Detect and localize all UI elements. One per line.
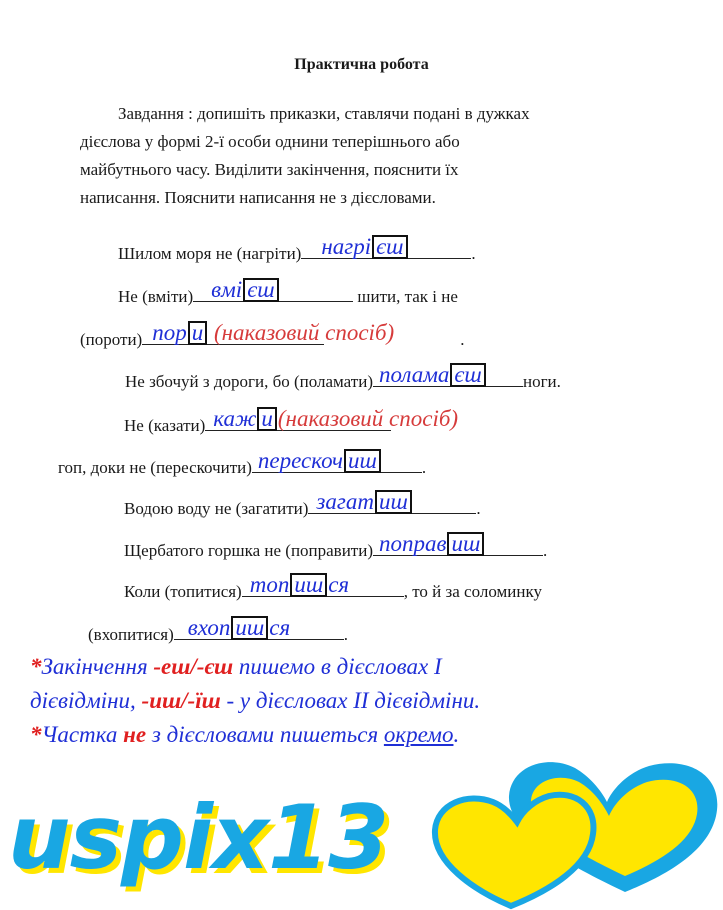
- rule-text: Закінчення: [41, 654, 154, 679]
- sentence-10: [88, 615, 349, 647]
- ending-box: єш: [243, 278, 278, 302]
- ending-box: иш: [375, 490, 412, 514]
- task-line: дієслова у формі 2-ї особи однини теперішнього або: [80, 132, 460, 151]
- ending-box: єш: [372, 235, 407, 259]
- hearts-icon: [425, 750, 723, 910]
- sentence-text: .: [421, 458, 427, 477]
- sentence-text: Не (казати): [124, 416, 206, 435]
- answer-stem: каж: [213, 406, 257, 431]
- site-logo: [8, 786, 388, 889]
- answer-blank: [308, 489, 476, 514]
- sentence-1: [118, 234, 476, 266]
- sentence-text: Щербатого горшка не (поправити): [124, 541, 373, 560]
- answer-blank: [242, 572, 404, 597]
- answer-stem: вхоп: [187, 615, 231, 640]
- answer-stem: полама: [378, 362, 450, 387]
- rule-text: .: [453, 722, 460, 747]
- rule-block: [30, 650, 480, 752]
- sentence-9: [124, 572, 542, 604]
- asterisk: *: [30, 722, 42, 747]
- sentence-text: Водою воду не (загатити): [124, 499, 309, 518]
- ending-box: иш: [344, 449, 381, 473]
- answer: [211, 277, 279, 303]
- sentence-text: .: [543, 541, 548, 560]
- answer-stem: вмі: [211, 277, 243, 302]
- underlined-word: окремо: [383, 722, 454, 747]
- sentence-2: [118, 277, 458, 309]
- rule-line: [30, 718, 480, 752]
- sentence-text: .: [343, 625, 349, 644]
- answer-blank: [373, 362, 523, 387]
- sentence-text: .: [460, 330, 465, 349]
- sentence-text: Шилом моря не (нагріти): [118, 244, 302, 263]
- task-line: Завдання : допишіть приказки, ставлячи подані в дужках: [118, 104, 530, 123]
- answer-suffix: ся: [328, 572, 350, 597]
- ending-box: и: [188, 321, 208, 345]
- sentence-text: ноги.: [522, 372, 561, 391]
- sentence-7: [124, 489, 481, 521]
- answer-blank: [373, 531, 543, 556]
- sentence-3: [80, 320, 465, 352]
- answer-stem: пор: [152, 320, 187, 345]
- answer: [213, 406, 458, 432]
- answer: [152, 320, 394, 346]
- answer: [379, 531, 485, 557]
- answer-stem: поправ: [379, 531, 447, 556]
- sentence-text: .: [476, 499, 481, 518]
- answer: [321, 234, 408, 260]
- answer: [379, 362, 487, 388]
- answer: [188, 615, 290, 641]
- sentence-4: [125, 362, 561, 394]
- page-title: Практична робота: [294, 56, 429, 73]
- answer-blank: [301, 234, 471, 259]
- logo-text: uspix13: [8, 786, 389, 889]
- task-instructions: [80, 100, 660, 212]
- answer-stem: топ: [249, 572, 290, 597]
- sentence-text: (пороти): [80, 330, 143, 349]
- sentence-text: .: [471, 244, 476, 263]
- sentence-text: гоп, доки не (перескочити): [58, 458, 252, 477]
- answer: [316, 489, 412, 515]
- answer-blank: [142, 320, 395, 345]
- ending-box: и: [257, 407, 277, 431]
- task-line: майбутнього часу. Виділити закінчення, пояснити їх: [80, 160, 459, 179]
- sentence-text: , то й за соломинку: [403, 582, 542, 601]
- ending-highlight: -еш/-єш: [153, 654, 234, 679]
- particle-highlight: не: [123, 722, 147, 747]
- ending-box: иш: [290, 573, 327, 597]
- answer-stem: загат: [316, 489, 374, 514]
- sentence-text: (вхопитися): [88, 625, 174, 644]
- mood-note: (наказовий спосіб): [277, 406, 459, 431]
- answer-stem: перескоч: [257, 448, 343, 473]
- sentence-5: [124, 406, 459, 438]
- sentence-text: Коли (топитися): [124, 582, 242, 601]
- rule-text: - у дієсловах ІІ дієвідміни.: [220, 688, 481, 713]
- sentence-8: [124, 531, 548, 563]
- mood-note: (наказовий спосіб): [213, 320, 395, 345]
- answer-blank: [193, 277, 353, 302]
- rule-text: Частка: [41, 722, 124, 747]
- rule-text: пишемо в дієсловах І: [233, 654, 442, 679]
- ending-box: иш: [447, 532, 484, 556]
- answer-blank: [252, 448, 422, 473]
- ending-box: єш: [450, 363, 485, 387]
- rule-text: дієвідміни,: [30, 688, 142, 713]
- rule-line: [30, 684, 480, 718]
- ending-box: иш: [231, 616, 268, 640]
- ending-highlight: -иш/-їш: [141, 688, 221, 713]
- answer-blank: [205, 406, 459, 431]
- sentence-text: Не (вміти): [118, 287, 194, 306]
- answer-stem: нагрі: [321, 234, 372, 259]
- rule-text: з дієсловами пишеться: [146, 722, 384, 747]
- asterisk: *: [30, 654, 42, 679]
- task-line: написання. Пояснити написання не з дієсловами.: [80, 188, 436, 207]
- answer: [250, 572, 349, 598]
- answer: [258, 448, 382, 474]
- sentence-text: шити, так і не: [353, 287, 458, 306]
- sentence-text: Не збочуй з дороги, бо (поламати): [125, 372, 373, 391]
- answer-blank: [174, 615, 344, 640]
- sentence-6: [58, 448, 427, 480]
- rule-line: [30, 650, 480, 684]
- answer-suffix: ся: [269, 615, 291, 640]
